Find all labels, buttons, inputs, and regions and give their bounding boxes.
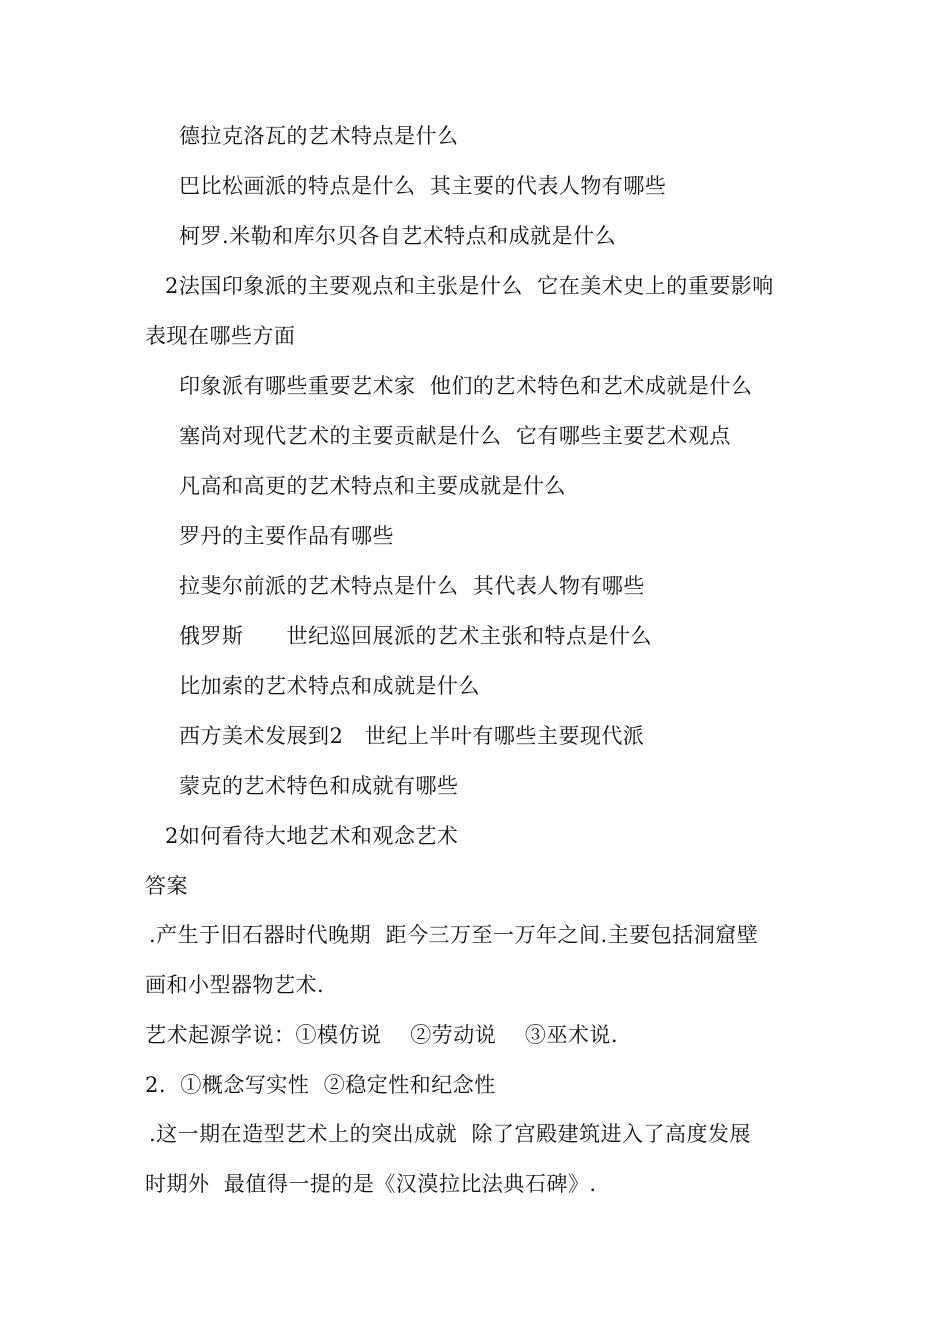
text-line: 比加索的艺术特点和成就是什么 — [179, 674, 480, 698]
text-line: 时期外 最值得一提的是《汉漠拉比法典石碑》. — [145, 1172, 597, 1196]
text-line: 画和小型器物艺术. — [145, 973, 325, 997]
text-line: 2如何看待大地艺术和观念艺术 — [165, 824, 459, 848]
text-line: 艺术起源学说：①模仿说 ②劳动说 ③巫术说. — [145, 1023, 619, 1047]
text-line: 俄罗斯 世纪巡回展派的艺术主张和特点是什么 — [179, 624, 653, 648]
text-line: 蒙克的艺术特色和成就有哪些 — [179, 774, 459, 798]
text-line: .这一期在造型艺术上的突出成就 除了宫殿建筑进入了高度发展 — [149, 1122, 752, 1146]
text-line: .产生于旧石器时代晚期 距今三万至一万年之间.主要包括洞窟壁 — [149, 923, 759, 947]
section-heading: 答案 — [145, 874, 188, 898]
text-line: 柯罗.米勒和库尔贝各自艺术特点和成就是什么 — [179, 224, 617, 248]
text-line: 德拉克洛瓦的艺术特点是什么 — [179, 124, 459, 148]
text-line: 凡高和高更的艺术特点和主要成就是什么 — [179, 474, 566, 498]
text-line: 巴比松画派的特点是什么 其主要的代表人物有哪些 — [179, 174, 667, 198]
text-line: 表现在哪些方面 — [145, 324, 296, 348]
text-line: 拉斐尔前派的艺术特点是什么 其代表人物有哪些 — [179, 574, 645, 598]
text-line: 西方美术发展到2 世纪上半叶有哪些主要现代派 — [179, 724, 645, 748]
text-line: 印象派有哪些重要艺术家 他们的艺术特色和艺术成就是什么 — [179, 374, 753, 398]
text-line: 2法国印象派的主要观点和主张是什么 它在美术史上的重要影响 — [165, 274, 774, 298]
text-line: 2. ①概念写实性 ②稳定性和纪念性 — [145, 1073, 496, 1097]
text-line: 塞尚对现代艺术的主要贡献是什么 它有哪些主要艺术观点 — [179, 424, 731, 448]
text-line: 罗丹的主要作品有哪些 — [179, 524, 394, 548]
